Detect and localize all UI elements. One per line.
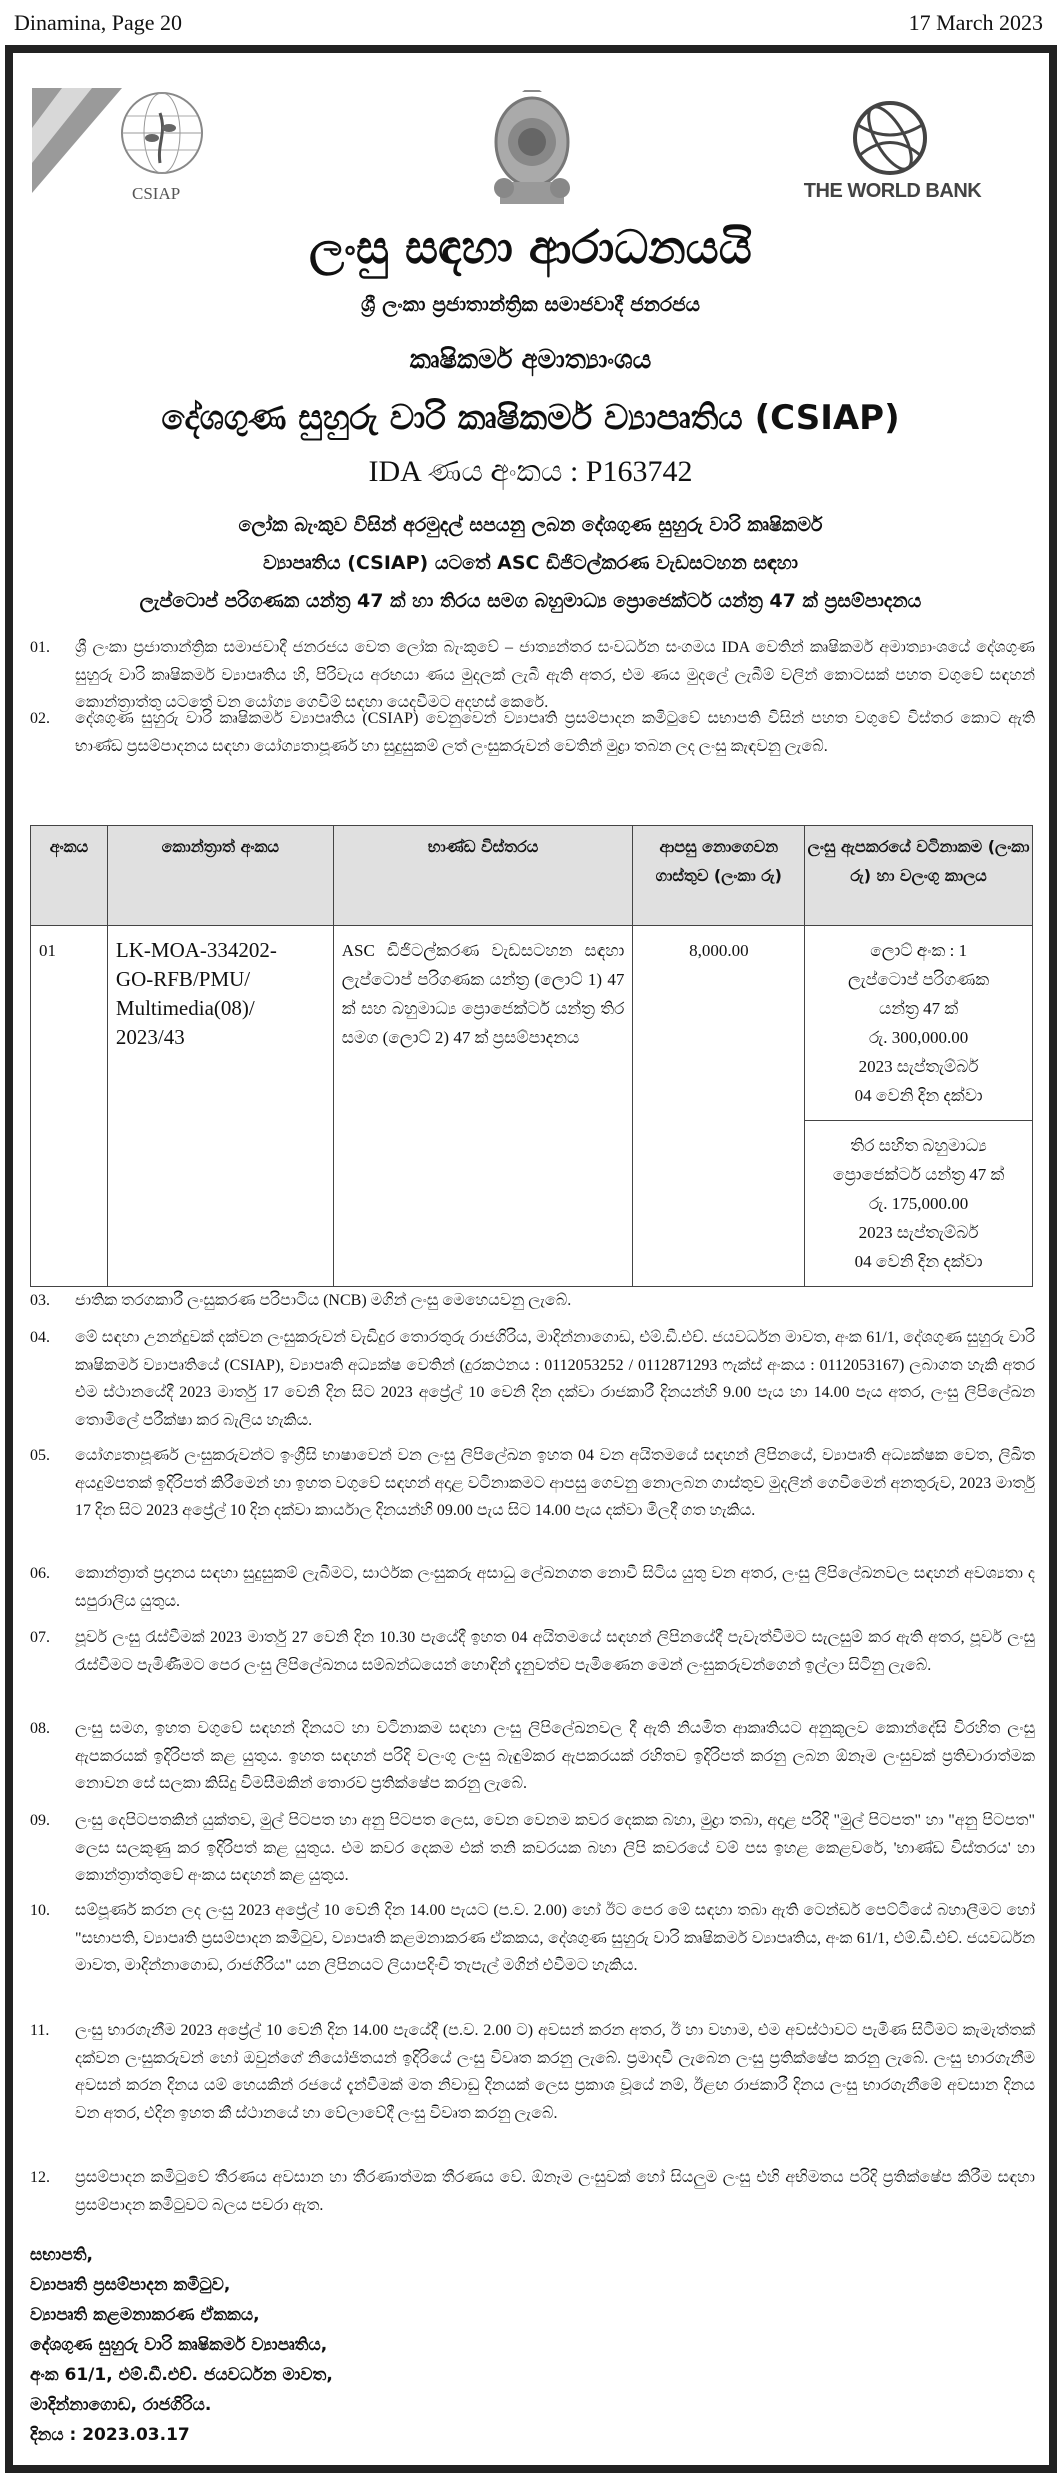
clause-04	[30, 1324, 1035, 1434]
clause-text: ප්‍රසම්පාදන කමිටුවේ තීරණය අවසාන හා තීරණාත්මක තීරණය වේ. ඕනෑම ලංසුවක් හෝ සියලුම ලංසු එහි අභිමතය පරිදි ප්‍රතික්ෂේප කිරීම සඳහා ප්‍රසම්පාදන කමිටුවට බලය පවරා ඇත.	[75, 2169, 1035, 2214]
lot-line: ලොට් අංක : 1	[870, 941, 968, 960]
clause-11	[30, 2017, 1035, 2127]
signature-line: ව්‍යාපෘති ප්‍රසම්පාදන කමිටුව,	[30, 2275, 231, 2295]
clause-number: 08.	[30, 1720, 50, 1737]
newspaper-page-label: Dinamina, Page 20	[14, 10, 183, 35]
clause-text: දේශගුණ සුහුරු වාරි කෘෂිකර්ම ව්‍යාපෘතිය (CSIAP) වෙනුවෙන් ව්‍යාපෘති ප්‍රසම්පාදන කමිටුවේ සභාපති විසින් පහත වගුවේ විස්තර කොට ඇති භාණ්ඩ ප්‍රසම්පාදනය සඳහා යෝග්‍යතාපූර්ණ හා සුදුසුකම් ලත් ලංසුකරුවන් වෙතින් මුද්‍රා තබන ලද ලංසු කැඳවනු ලැබේ.	[75, 710, 1035, 755]
column-header: භාණ්ඩ විස්තරය	[333, 826, 633, 926]
bid-security-lot-1	[805, 926, 1033, 1121]
clause-text: ලංසු භාරගැනීම 2023 අප්‍රේල් 10 වෙනි දින 14.00 පැයේදී (ප.ව. 2.00 ට) අවසන් කරන අතර, ඊ හා වහාම, එම අවස්ථාවට පැමිණ සිටීමට කැමැත්තක් දක්වන ලංසුකරුවන් හෝ ඔවුන්ගේ නියෝජිතයන් ඉදිරියේ ලංසු විවෘත කරනු ලැබේ. ප්‍රමාදවී ලැබෙන ලංසු ප්‍රතික්ෂේප කරනු ලැබේ. ලංසු භාරගැනීම අවසන් කරන දිනය යම් හෙයකින් රජයේ දැන්වීමක් මත නිවාඩු දිනයක් ලෙස ප්‍රකාශ වූයේ නම්, ඊළඟ රාජකාරී දිනය ලංසු භාරගැනීමේ අවසාන දිනය වන අතර, එදින ඉහත කී ස්ථානයේ හා වේලාවේදී ලංසු විවෘත කරනු ලැබේ.	[75, 2022, 1035, 2122]
csiap-logo-icon	[32, 88, 207, 206]
lot-line: යන්ත්‍ර 47 ක්	[879, 999, 959, 1018]
national-emblem-icon	[492, 90, 572, 205]
column-header: කොන්ත්‍රාත් අංකය	[107, 826, 333, 926]
contract-number-line: Multimedia(08)/	[115, 996, 255, 1020]
clause-text: ජාතික තරගකාරී ලංසුකරණ පරිපාටිය (NCB) මගින් ලංසු මෙහෙයවනු ලැබේ.	[75, 1292, 572, 1309]
clause-text: යෝග්‍යතාපූර්ණ ලංසුකරුවන්ට ඉංග්‍රීසි භාෂාවෙන් වන ලංසු ලිපිලේඛන ඉහත 04 වන අයිතමයේ සඳහන් ලිපිනයේ, ව්‍යාපෘති අධ්‍යක්ෂක වෙත, ලිඛිත අයදුම්පතක් ඉදිරිපත් කිරීමෙන් හා ඉහත වගුවේ සඳහන් අදාළ වටිනාකමට ආපසු ගෙවනු නොලබන ගාස්තුව මුදලින් ගෙවීමෙන් අනතුරුව, 2023 මාර්තු 17 දින සිට 2023 අප්‍රේල් 10 දින දක්වා කාර්යාල දිනයන්හි 09.00 පැය සිට 14.00 පැය දක්වා මිලදී ගත හැකිය.	[75, 1447, 1035, 1519]
lot-line: 2023 සැප්තැම්බර්	[858, 1223, 979, 1242]
clause-text: කොන්ත්‍රාත් ප්‍රදානය සඳහා සුදුසුකම් ලැබීමට, සාර්ථක ලංසුකරු අසාධු ලේඛනගත නොවී සිටිය යුතු වන අතර, ලංසු ලිපිලේඛනවල සඳහන් අවශ්‍යතා ද සපුරාලිය යුතුය.	[75, 1565, 1035, 1610]
clause-number: 10.	[30, 1902, 50, 1919]
signature-block	[30, 2240, 333, 2450]
clause-number: 07.	[30, 1629, 50, 1646]
clause-text: මේ සඳහා උනන්දුවක් දක්වන ලංසුකරුවන් වැඩිදුර තොරතුරු රාජගිරිය, මාදින්නාගොඩ, එම්.ඩී.එච්. ජයවර්ධන මාවත, අංක 61/1, දේශගුණ සුහුරු වාරි කෘෂිකර්ම ව්‍යාපෘතියේ (CSIAP), ව්‍යාපෘති අධ්‍යක්ෂ වෙතින් (දුරකථනය : 0112053252 / 0112871293 ෆැක්ස් අංකය : 0112053167) ලබාගත හැකි අතර එම ස්ථානයේදී 2023 මාර්තු 17 වෙනි දින සිට 2023 අප්‍රේල් 10 වෙනි දින දක්වා රාජකාරී දිනයන්හි 9.00 පැය හා 14.00 පැය අතර, ලංසු ලිපිලේඛන තොමිලේ පරීක්ෂා කර බැලිය හැකිය.	[75, 1329, 1035, 1429]
bid-security-lot-2	[805, 1121, 1033, 1287]
clause-06	[30, 1560, 1035, 1615]
procurement-description	[60, 506, 1001, 620]
tender-table	[30, 825, 1033, 1287]
non-refundable-fee: 8,000.00	[633, 926, 805, 1287]
clause-text: ලංසු දෙපිටපතකින් යුක්තව, මුල් පිටපත හා අනු පිටපත ලෙස, වෙන වෙනම කවර දෙකක බහා, මුද්‍රා තබා, අදාළ පරිදි "මුල් පිටපත" හා "අනු පිටපත" ලෙස සලකුණු කර ඉදිරිපත් කළ යුතුය. එම කවර දෙකම එක් තනි කවරයක බහා ලිපි කවරයේ වම් පස ඉහළ කෙළවරේ, 'භාණ්ඩ විස්තරය' හා කොන්ත්‍රාත්තුවේ අංකය සඳහන් කළ යුතුය.	[75, 1812, 1035, 1884]
signature-date: දිනය : 2023.03.17	[30, 2425, 190, 2445]
clause-03	[30, 1287, 1035, 1315]
contract-number	[107, 926, 333, 1287]
clause-number: 06.	[30, 1565, 50, 1582]
signature-line: ව්‍යාපෘති කළමනාකරණ ඒකකය,	[30, 2305, 260, 2325]
lot-line: රු. 300,000.00	[869, 1028, 969, 1047]
signature-line: සභාපති,	[30, 2245, 93, 2265]
clause-text: පූර්ව ලංසු රැස්වීමක් 2023 මාර්තු 27 වෙනි දින 10.30 පැයේදී ඉහත 04 අයිතමයේ සඳහන් ලිපිනයේදී පැවැත්වීමට සැලසුම් කර ඇති අතර, පූර්ව ලංසු රැස්වීමට පැමිණීමට පෙර ලංසු ලිපිලේඛනය සම්බන්ධයෙන් හොඳින් දැනුවත්ව පැමිණෙන මෙන් ලංසුකරුවන්ගෙන් ඉල්ලා සිටිනු ලැබේ.	[75, 1629, 1035, 1674]
clause-07	[30, 1624, 1035, 1679]
signature-line: අංක 61/1, එම්.ඩී.එච්. ජයවර්ධන මාවත,	[30, 2365, 333, 2385]
lot-line: ප්‍රොජෙක්ටර් යන්ත්‍ර 47 ක්	[832, 1165, 1005, 1184]
signature-line: මාදින්නාගොඩ, රාජගිරිය.	[30, 2395, 212, 2415]
lot-line: රු. 175,000.00	[869, 1194, 969, 1213]
clause-number: 03.	[30, 1292, 50, 1309]
column-header: ආපසු නොගෙවන ගාස්තුව (ලංකා රු)	[633, 826, 805, 926]
world-bank-caption: THE WORLD BANK	[803, 180, 982, 202]
contract-number-line: LK-MOA-334202-	[115, 938, 277, 962]
clause-number: 04.	[30, 1329, 50, 1346]
clause-12	[30, 2164, 1035, 2219]
description-line: ව්‍යාපෘතිය (CSIAP) යටතේ ASC ඩිජිටල්කරණ වැඩසටහන සඳහා	[263, 552, 798, 574]
world-bank-logo	[790, 100, 995, 205]
contract-number-line: GO-RFB/PMU/	[115, 967, 251, 991]
newspaper-date: 17 March 2023	[908, 10, 1043, 35]
clause-02	[30, 705, 1035, 760]
table-row	[31, 926, 1033, 1121]
clause-number: 11.	[30, 2022, 50, 2039]
lot-line: 04 වෙනි දින දක්වා	[854, 1086, 983, 1105]
column-header: ලංසු ඇපකරයේ වටිනාකම (ලංකා රු) හා වලංගු කාලය	[805, 826, 1033, 926]
clause-number: 01.	[30, 639, 50, 656]
notice-title: ලංසු සඳහා ආරාධනයයි	[309, 220, 752, 274]
lot-line: තිර සහිත බහුමාධ්‍ය	[850, 1136, 987, 1155]
country-name: ශ්‍රී ලංකා ප්‍රජාතාන්ත්‍රික සමාජවාදී ජනරජය	[360, 292, 700, 316]
clause-09	[30, 1807, 1035, 1890]
ida-credit-number: IDA ණය අංකය : P163742	[368, 455, 693, 488]
ministry-name: කෘෂිකර්ම අමාත්‍යාංශය	[409, 345, 652, 375]
clause-number: 05.	[30, 1447, 50, 1464]
world-bank-globe-icon	[790, 100, 995, 180]
lot-line: 2023 සැප්තැම්බර්	[858, 1057, 979, 1076]
clause-text: සම්පූර්ණ කරන ලද ලංසු 2023 අප්‍රේල් 10 වෙනි දින 14.00 පැයට (ප.ව. 2.00) හෝ ඊට පෙර මේ සඳහා තබා ඇති ටෙන්ඩර් පෙට්ටියේ බහාලීමට හෝ "සභාපති, ව්‍යාපෘති ප්‍රසම්පාදන කමිටුව, ව්‍යාපෘති කළමනාකරණ ඒකකය, දේශගුණ සුහුරු වාරි කෘෂිකර්ම ව්‍යාපෘතිය, අංක 61/1, එම්.ඩී.එච්. ජයවර්ධන මාවත, මාදින්නාගොඩ, රාජගිරිය" යන ලිපිනයට ලියාපදිංචි තැපැල් මගින් එවීමට හැකිය.	[75, 1902, 1035, 1974]
clause-number: 09.	[30, 1812, 50, 1829]
row-number: 01	[31, 926, 108, 1287]
signature-line: දේශගුණ සුහුරු වාරි කෘෂිකර්ම ව්‍යාපෘතිය,	[30, 2335, 328, 2355]
sri-lanka-emblem	[492, 90, 572, 205]
table-header-row	[31, 826, 1033, 926]
goods-description: ASC ඩිජිටල්කරණ වැඩසටහන සඳහා ලැප්ටොප් පරිගණක යන්ත්‍ර (ලොට් 1) 47 ක් සහ බහුමාධ්‍ය ප්‍රොජෙක්ටර් යන්ත්‍ර තිර සමග (ලොට් 2) 47 ක් ප්‍රසම්පාදනය	[333, 926, 633, 1287]
clause-10	[30, 1897, 1035, 1980]
description-line: ලැප්ටොප් පරිගණක යන්ත්‍ර 47 ක් හා තිරය සමග බහුමාධ්‍ය ප්‍රොජෙක්ටර් යන්ත්‍ර 47 ක් ප්‍රසම්පාදනය	[139, 590, 922, 612]
lot-line: 04 වෙනි දින දක්වා	[854, 1252, 983, 1271]
clause-number: 02.	[30, 710, 50, 727]
project-name: දේශගුණ සුහුරු වාරි කෘෂිකර්ම ව්‍යාපෘතිය (CSIAP)	[161, 398, 900, 438]
clause-08	[30, 1715, 1035, 1798]
clause-05	[30, 1442, 1035, 1525]
column-header: අංකය	[31, 826, 108, 926]
clause-text: ලංසු සමග, ඉහත වගුවේ සඳහන් දිනයට හා වටිනාකම සඳහා ලංසු ලිපිලේඛනවල දී ඇති නියමිත ආකෘතියට අනුකූලව කොන්දේසි විරහිත ලංසු ඇපකරයක් ඉදිරිපත් කළ යුතුය. ඉහත සඳහන් පරිදි වලංගු ලංසු බැඳුම්කර ඇපකරයක් රහිතව ඉදිරිපත් කරනු ලබන ඕනෑම ලංසුවක් ප්‍රතිචාරාත්මක නොවන සේ සලකා කිසිදු විමසීමකින් තොරව ප්‍රතික්ෂේප කරනු ලැබේ.	[75, 1720, 1035, 1792]
contract-number-line: 2023/43	[115, 1025, 185, 1049]
csiap-logo	[32, 88, 207, 206]
description-line: ලෝක බැංකුව විසින් අරමුදල් සපයනු ලබන දේශගුණ සුහුරු වාරි කෘෂිකර්ම	[238, 514, 823, 536]
clause-text: ශ්‍රී ලංකා ප්‍රජාතාන්ත්‍රික සමාජවාදී ජනරජය වෙත ලෝක බැංකුවේ – ජාත්‍යන්තර සංවර්ධන සංගමය IDA වෙතින් කෘෂිකර්ම අමාත්‍යාංශයේ දේශගුණ සුහුරු වාරි කෘෂිකර්ම ව්‍යාපෘතිය හි, පිරිවැය අරභයා ණය මුදලක් ලැබී ඇති අතර, එම ණය මුදලේ ලැබීම් වලින් කොටසක් පහත වගුවේ සඳහන් කොන්ත්‍රාත්තු යටතේ වන යෝග්‍ය ගෙවීම් සඳහා යෙදවීමට අදහස් කෙරේ.	[75, 639, 1035, 711]
clause-number: 12.	[30, 2169, 50, 2186]
lot-line: ලැප්ටොප් පරිගණක	[848, 970, 990, 989]
csiap-logo-caption: CSIAP	[132, 184, 181, 203]
